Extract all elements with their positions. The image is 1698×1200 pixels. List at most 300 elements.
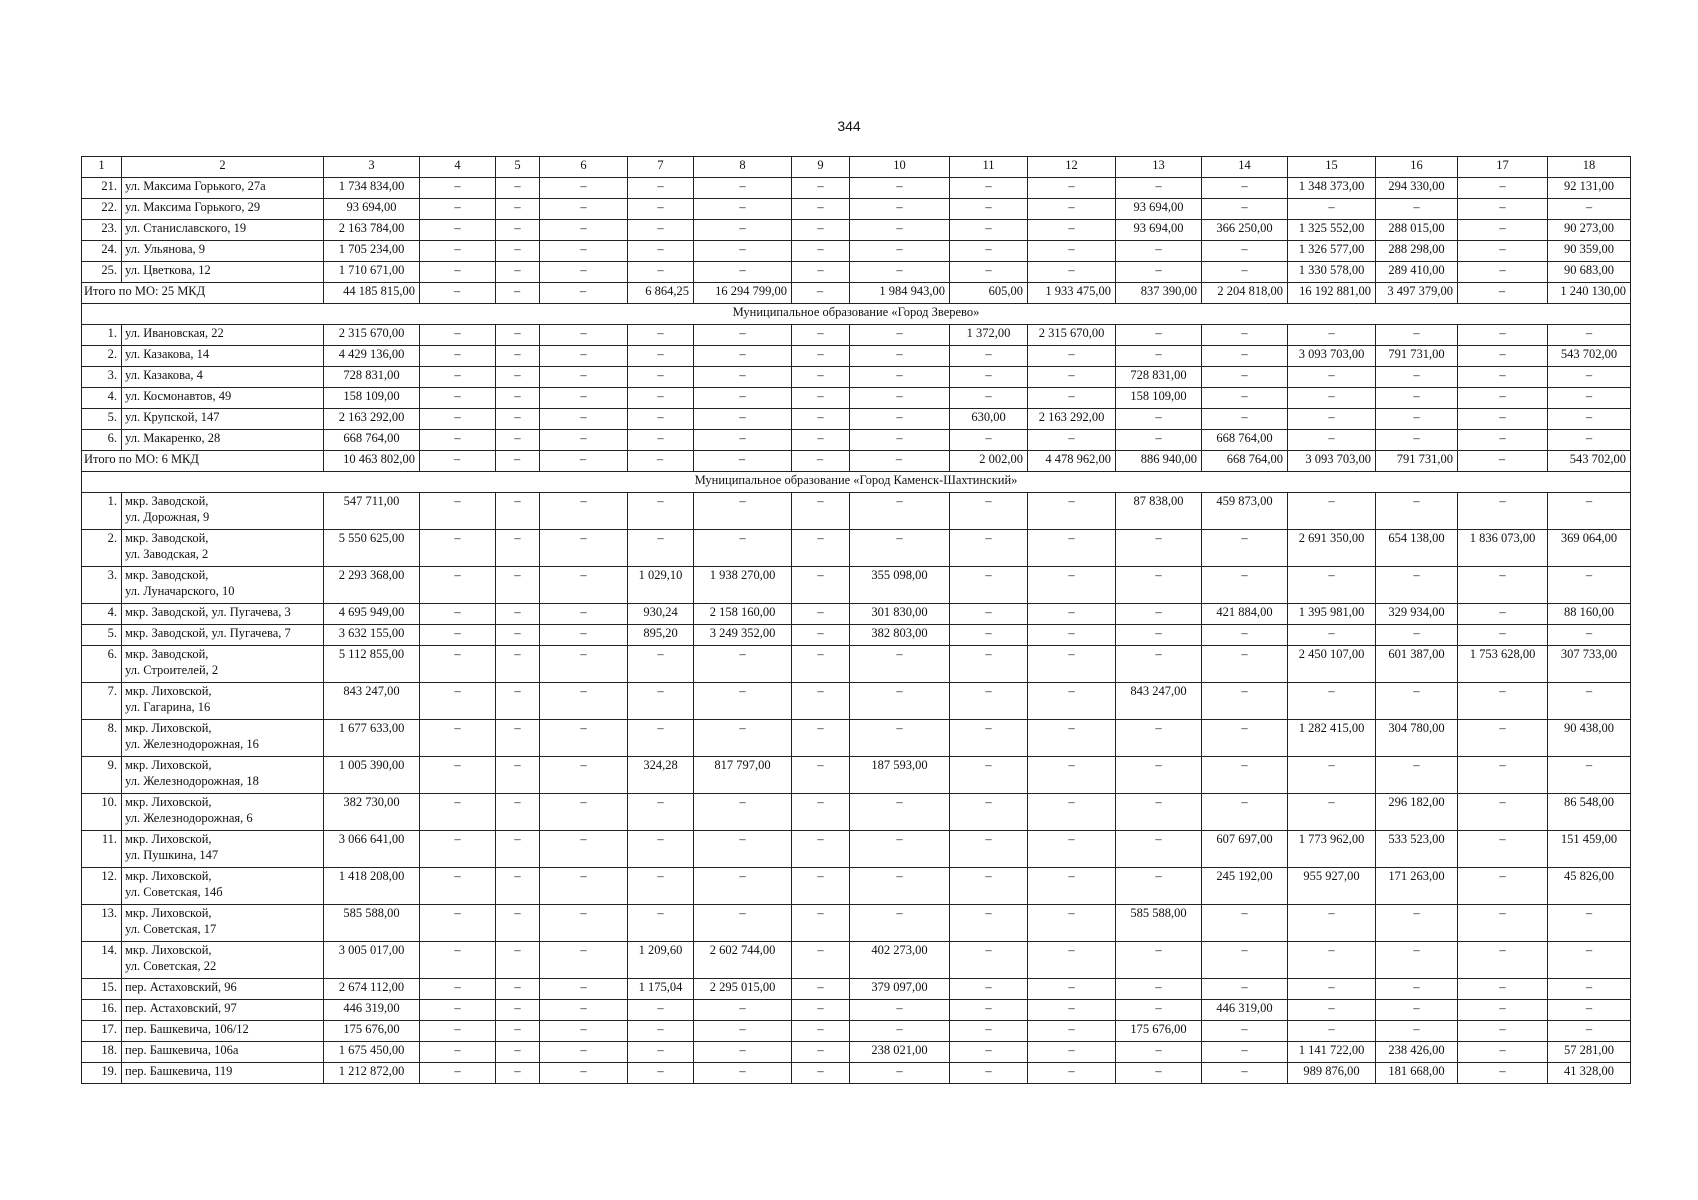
value-cell: – [850,831,950,868]
value-cell: 288 298,00 [1376,241,1458,262]
value-cell: – [1288,683,1376,720]
value-cell: – [1202,646,1288,683]
table-row [82,367,1631,388]
total-cell: – [496,451,540,472]
value-cell: – [792,220,850,241]
value-cell: 601 387,00 [1376,646,1458,683]
value-cell: – [540,325,628,346]
value-cell: 668 764,00 [1202,430,1288,451]
table-row [82,530,1631,567]
value-cell: – [694,493,792,530]
section-heading-row [82,472,1631,493]
total-cell: 886 940,00 [1116,451,1202,472]
value-cell: – [540,757,628,794]
address-cell: ул. Максима Горького, 27а [122,178,324,199]
value-cell: – [1458,430,1548,451]
value-cell: – [694,646,792,683]
value-cell: – [792,794,850,831]
total-cell: – [540,283,628,304]
total-cell: 1 933 475,00 [1028,283,1116,304]
value-cell: – [420,325,496,346]
value-cell: 3 093 703,00 [1288,346,1376,367]
value-cell: – [950,430,1028,451]
value-cell: – [694,409,792,430]
value-cell: – [1028,567,1116,604]
value-cell: – [694,199,792,220]
value-cell: – [1202,720,1288,757]
value-cell: – [1202,178,1288,199]
value-cell: – [792,831,850,868]
value-cell: – [1288,1021,1376,1042]
value-cell: – [496,409,540,430]
value-cell: – [628,831,694,868]
value-cell: – [850,646,950,683]
column-number: 17 [1458,157,1548,178]
value-cell: – [420,388,496,409]
value-cell: – [950,199,1028,220]
value-cell: – [850,868,950,905]
value-cell: – [792,346,850,367]
value-cell: – [1458,905,1548,942]
value-cell: – [1458,493,1548,530]
value-cell: – [628,367,694,388]
table-row [82,430,1631,451]
value-cell: – [1028,367,1116,388]
row-number: 5. [82,625,122,646]
value-cell: – [1548,325,1631,346]
value-cell: – [628,646,694,683]
value-cell: – [1458,220,1548,241]
value-cell: – [792,720,850,757]
value-cell: – [540,831,628,868]
value-cell: 989 876,00 [1288,1063,1376,1084]
value-cell: 2 674 112,00 [324,979,420,1000]
total-row [82,283,1631,304]
value-cell: 1 348 373,00 [1288,178,1376,199]
row-number: 13. [82,905,122,942]
value-cell: 2 315 670,00 [324,325,420,346]
row-number: 3. [82,567,122,604]
total-cell: 44 185 815,00 [324,283,420,304]
value-cell: – [850,178,950,199]
column-number: 4 [420,157,496,178]
address-cell: пер. Башкевича, 119 [122,1063,324,1084]
value-cell: – [792,493,850,530]
address-cell: мкр. Лиховской, ул. Железнодорожная, 18 [122,757,324,794]
value-cell: – [950,346,1028,367]
value-cell: – [1458,367,1548,388]
value-cell: – [1028,1000,1116,1021]
value-cell: – [420,625,496,646]
value-cell: – [420,905,496,942]
value-cell: 4 695 949,00 [324,604,420,625]
total-cell: 837 390,00 [1116,283,1202,304]
value-cell: – [1202,325,1288,346]
value-cell: – [792,178,850,199]
value-cell: 1 395 981,00 [1288,604,1376,625]
value-cell: – [496,241,540,262]
value-cell: 90 438,00 [1548,720,1631,757]
value-cell: – [420,199,496,220]
value-cell: 45 826,00 [1548,868,1631,905]
value-cell: 238 426,00 [1376,1042,1458,1063]
value-cell: – [540,1063,628,1084]
column-number: 1 [82,157,122,178]
value-cell: – [1458,346,1548,367]
value-cell: – [1458,241,1548,262]
value-cell: 446 319,00 [324,1000,420,1021]
total-cell: – [850,451,950,472]
row-number: 25. [82,262,122,283]
value-cell: – [694,794,792,831]
column-number: 14 [1202,157,1288,178]
value-cell: – [496,388,540,409]
value-cell: – [496,868,540,905]
table-row [82,220,1631,241]
address-cell: ул. Крупской, 147 [122,409,324,430]
value-cell: – [694,241,792,262]
value-cell: 3 249 352,00 [694,625,792,646]
value-cell: – [694,530,792,567]
address-cell: мкр. Лиховской, ул. Советская, 17 [122,905,324,942]
value-cell: – [1116,262,1202,283]
value-cell: – [540,720,628,757]
value-cell: 57 281,00 [1548,1042,1631,1063]
value-cell: – [950,388,1028,409]
value-cell: 421 884,00 [1202,604,1288,625]
value-cell: – [1028,979,1116,1000]
value-cell: 1 710 671,00 [324,262,420,283]
table-row [82,683,1631,720]
value-cell: 2 163 292,00 [324,409,420,430]
total-cell: 10 463 802,00 [324,451,420,472]
value-cell: – [540,868,628,905]
value-cell: – [1548,979,1631,1000]
value-cell: – [420,1000,496,1021]
table-row [82,794,1631,831]
value-cell: 654 138,00 [1376,530,1458,567]
value-cell: – [1376,683,1458,720]
value-cell: – [694,831,792,868]
value-cell: – [628,683,694,720]
value-cell: 187 593,00 [850,757,950,794]
value-cell: – [540,409,628,430]
value-cell: – [1028,1063,1116,1084]
address-cell: пер. Астаховский, 97 [122,1000,324,1021]
value-cell: – [540,646,628,683]
value-cell: 158 109,00 [324,388,420,409]
municipality-heading: Муниципальное образование «Город Зверево» [82,304,1631,325]
total-cell: 1 984 943,00 [850,283,950,304]
value-cell: – [694,262,792,283]
value-cell: 3 066 641,00 [324,831,420,868]
table-body [82,157,1631,1084]
value-cell: – [496,646,540,683]
value-cell: – [792,199,850,220]
value-cell: 355 098,00 [850,567,950,604]
total-cell: – [1458,451,1548,472]
value-cell: – [950,493,1028,530]
value-cell: – [950,979,1028,1000]
value-cell: – [792,409,850,430]
value-cell: 304 780,00 [1376,720,1458,757]
value-cell: – [850,199,950,220]
value-cell: – [540,567,628,604]
value-cell: – [1458,178,1548,199]
row-number: 11. [82,831,122,868]
value-cell: 86 548,00 [1548,794,1631,831]
value-cell: – [540,604,628,625]
row-number: 4. [82,604,122,625]
row-number: 19. [82,1063,122,1084]
value-cell: – [540,530,628,567]
value-cell: 817 797,00 [694,757,792,794]
value-cell: – [792,868,850,905]
value-cell: – [1548,757,1631,794]
value-cell: – [1202,1021,1288,1042]
value-cell: – [1548,1000,1631,1021]
row-number: 22. [82,199,122,220]
address-cell: ул. Ивановская, 22 [122,325,324,346]
total-cell: 16 294 799,00 [694,283,792,304]
value-cell: – [540,430,628,451]
value-cell: – [950,241,1028,262]
value-cell: – [1028,604,1116,625]
value-cell: 171 263,00 [1376,868,1458,905]
column-number: 12 [1028,157,1116,178]
total-cell: 605,00 [950,283,1028,304]
value-cell: 90 359,00 [1548,241,1631,262]
value-cell: 181 668,00 [1376,1063,1458,1084]
value-cell: – [694,367,792,388]
value-cell: – [1548,199,1631,220]
value-cell: 1 141 722,00 [1288,1042,1376,1063]
table-row [82,241,1631,262]
value-cell: – [792,604,850,625]
address-cell: мкр. Заводской, ул. Пугачева, 3 [122,604,324,625]
value-cell: – [1116,646,1202,683]
value-cell: – [628,794,694,831]
table-row [82,1063,1631,1084]
value-cell: – [1202,199,1288,220]
value-cell: – [1288,1000,1376,1021]
value-cell: 41 328,00 [1548,1063,1631,1084]
value-cell: – [1028,388,1116,409]
value-cell: – [1458,199,1548,220]
value-cell: 329 934,00 [1376,604,1458,625]
address-cell: мкр. Лиховской, ул. Советская, 14б [122,868,324,905]
value-cell: – [1202,942,1288,979]
value-cell: 1 005 390,00 [324,757,420,794]
value-cell: – [496,262,540,283]
value-cell: – [1376,325,1458,346]
address-cell: мкр. Лиховской, ул. Железнодорожная, 16 [122,720,324,757]
value-cell: – [1202,567,1288,604]
value-cell: – [1028,831,1116,868]
value-cell: 90 683,00 [1548,262,1631,283]
value-cell: – [1458,683,1548,720]
total-cell: – [496,283,540,304]
address-cell: ул. Станиславского, 19 [122,220,324,241]
value-cell: – [1458,794,1548,831]
row-number: 2. [82,346,122,367]
value-cell: – [1202,1063,1288,1084]
value-cell: 1 175,04 [628,979,694,1000]
table-row [82,942,1631,979]
value-cell: 238 021,00 [850,1042,950,1063]
row-number: 10. [82,794,122,831]
value-cell: – [950,1063,1028,1084]
value-cell: – [1458,262,1548,283]
value-cell: – [1202,346,1288,367]
value-cell: 5 112 855,00 [324,646,420,683]
value-cell: – [792,1000,850,1021]
value-cell: 895,20 [628,625,694,646]
value-cell: – [1288,794,1376,831]
value-cell: – [496,178,540,199]
address-cell: мкр. Лиховской, ул. Советская, 22 [122,942,324,979]
value-cell: 446 319,00 [1202,1000,1288,1021]
value-cell: – [1202,905,1288,942]
value-cell: – [1202,1042,1288,1063]
value-cell: – [628,493,694,530]
value-cell: 930,24 [628,604,694,625]
value-cell: – [628,325,694,346]
total-cell: 6 864,25 [628,283,694,304]
value-cell: – [1116,625,1202,646]
value-cell: – [1116,868,1202,905]
value-cell: – [496,604,540,625]
value-cell: 1 330 578,00 [1288,262,1376,283]
section-heading-row [82,304,1631,325]
value-cell: – [420,942,496,979]
value-cell: – [850,794,950,831]
value-cell: – [1202,979,1288,1000]
value-cell: – [1458,1063,1548,1084]
value-cell: – [950,367,1028,388]
value-cell: – [792,905,850,942]
value-cell: – [496,367,540,388]
value-cell: – [950,757,1028,794]
value-cell: – [850,262,950,283]
value-cell: – [496,905,540,942]
value-cell: – [694,346,792,367]
value-cell: – [1028,683,1116,720]
value-cell: – [628,409,694,430]
value-cell: – [1288,367,1376,388]
address-cell: пер. Астаховский, 96 [122,979,324,1000]
value-cell: – [1548,942,1631,979]
value-cell: – [694,220,792,241]
total-cell: – [540,451,628,472]
table-row [82,199,1631,220]
value-cell: – [1116,942,1202,979]
row-number: 24. [82,241,122,262]
value-cell: – [628,346,694,367]
table-row [82,646,1631,683]
value-cell: – [1376,199,1458,220]
value-cell: – [792,388,850,409]
value-cell: – [950,646,1028,683]
value-cell: 955 927,00 [1288,868,1376,905]
value-cell: 533 523,00 [1376,831,1458,868]
value-cell: – [850,720,950,757]
column-number: 11 [950,157,1028,178]
value-cell: – [792,367,850,388]
value-cell: – [1376,493,1458,530]
value-cell: 175 676,00 [1116,1021,1202,1042]
value-cell: – [540,794,628,831]
value-cell: – [694,683,792,720]
column-number: 13 [1116,157,1202,178]
value-cell: – [1116,1063,1202,1084]
value-cell: 151 459,00 [1548,831,1631,868]
value-cell: – [496,625,540,646]
value-cell: 1 836 073,00 [1458,530,1548,567]
table-row [82,720,1631,757]
value-cell: – [1116,1042,1202,1063]
value-cell: – [1458,325,1548,346]
value-cell: – [496,346,540,367]
value-cell: 543 702,00 [1548,346,1631,367]
value-cell: – [628,262,694,283]
value-cell: 288 015,00 [1376,220,1458,241]
total-cell: 2 002,00 [950,451,1028,472]
value-cell: – [540,625,628,646]
value-cell: – [1376,1000,1458,1021]
table-row [82,262,1631,283]
value-cell: – [420,979,496,1000]
value-cell: – [850,220,950,241]
value-cell: – [540,367,628,388]
address-cell: мкр. Лиховской, ул. Пушкина, 147 [122,831,324,868]
table-row [82,346,1631,367]
value-cell: – [628,720,694,757]
value-cell: – [496,1000,540,1021]
address-cell: ул. Казакова, 4 [122,367,324,388]
value-cell: – [694,1000,792,1021]
value-cell: 2 691 350,00 [1288,530,1376,567]
value-cell: – [628,241,694,262]
column-number-row [82,157,1631,178]
value-cell: – [1116,831,1202,868]
value-cell: – [1202,388,1288,409]
table-row [82,567,1631,604]
value-cell: – [420,493,496,530]
value-cell: – [1288,409,1376,430]
value-cell: 1 753 628,00 [1458,646,1548,683]
value-cell: – [792,942,850,979]
value-cell: – [1288,979,1376,1000]
value-cell: 2 602 744,00 [694,942,792,979]
value-cell: – [792,646,850,683]
row-number: 21. [82,178,122,199]
value-cell: – [1116,325,1202,346]
value-cell: – [950,942,1028,979]
value-cell: – [420,430,496,451]
value-cell: – [950,604,1028,625]
value-cell: – [496,199,540,220]
value-cell: – [420,1063,496,1084]
value-cell: – [1458,720,1548,757]
column-number: 6 [540,157,628,178]
value-cell: – [1028,530,1116,567]
value-cell: 1 212 872,00 [324,1063,420,1084]
value-cell: – [420,1042,496,1063]
value-cell: – [496,530,540,567]
address-cell: ул. Максима Горького, 29 [122,199,324,220]
value-cell: 728 831,00 [324,367,420,388]
